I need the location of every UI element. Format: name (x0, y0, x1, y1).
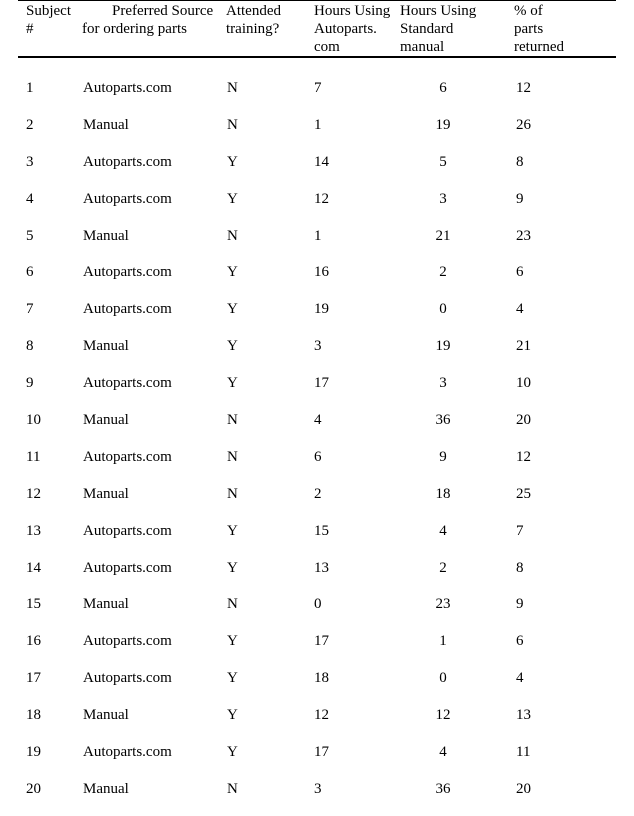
table-body (18, 78, 616, 816)
header-source-line-2: for ordering parts (82, 21, 187, 37)
cell-source: Autoparts.com (83, 448, 172, 465)
cell-training: Y (227, 190, 238, 207)
table-row (18, 115, 616, 152)
cell-pct-returned: 6 (516, 264, 524, 281)
cell-hours-autoparts: 12 (314, 190, 329, 207)
table-row (18, 742, 616, 779)
cell-subject: 4 (26, 190, 34, 207)
cell-training: N (227, 116, 238, 133)
cell-subject: 15 (26, 596, 41, 613)
cell-hours-autoparts: 0 (314, 596, 322, 613)
table-row (18, 705, 616, 742)
cell-training: N (227, 448, 238, 465)
cell-hours-autoparts: 17 (314, 633, 329, 650)
cell-hours-manual: 21 (435, 227, 451, 244)
cell-source: Autoparts.com (83, 522, 172, 539)
cell-pct-returned: 21 (516, 338, 531, 355)
cell-hours-autoparts: 12 (314, 707, 329, 724)
cell-hours-manual: 4 (439, 744, 447, 761)
header-source-line-1: Preferred Source (112, 3, 214, 19)
table-row (18, 226, 616, 263)
cell-subject: 8 (26, 338, 34, 355)
cell-hours-manual: 6 (439, 80, 447, 96)
cell-pct-returned: 9 (516, 190, 524, 207)
cell-hours-manual: 19 (435, 338, 451, 355)
cell-subject: 3 (26, 153, 34, 170)
cell-source: Manual (83, 707, 129, 724)
header-preferred-source (82, 2, 213, 38)
cell-hours-autoparts: 18 (314, 670, 329, 687)
cell-hours-manual: 2 (439, 264, 447, 281)
cell-hours-autoparts: 14 (314, 153, 329, 170)
cell-pct-returned: 8 (516, 559, 524, 576)
cell-hours-manual: 3 (439, 190, 447, 207)
cell-hours-manual: 9 (439, 448, 447, 465)
cell-training: N (227, 780, 238, 797)
cell-training: N (227, 485, 238, 502)
cell-source: Manual (83, 116, 129, 133)
cell-subject: 13 (26, 522, 41, 539)
header-hours-manual-line-3: manual (400, 39, 445, 55)
table-row (18, 521, 616, 558)
table-row (18, 78, 616, 115)
cell-subject: 10 (26, 412, 41, 429)
table-row (18, 631, 616, 668)
cell-hours-autoparts: 16 (314, 264, 329, 281)
table-row (18, 410, 616, 447)
cell-source: Autoparts.com (83, 670, 172, 687)
cell-training: Y (227, 264, 238, 281)
cell-pct-returned: 12 (516, 80, 531, 96)
cell-training: Y (227, 338, 238, 355)
cell-hours-manual: 2 (439, 559, 447, 576)
table-row (18, 779, 616, 816)
cell-hours-autoparts: 15 (314, 522, 329, 539)
cell-subject: 5 (26, 227, 34, 244)
cell-hours-autoparts: 1 (314, 116, 322, 133)
cell-source: Manual (83, 338, 129, 355)
header-pct-line-1: % of (514, 3, 543, 19)
cell-training: Y (227, 633, 238, 650)
cell-hours-autoparts: 13 (314, 559, 329, 576)
table-row (18, 484, 616, 521)
cell-pct-returned: 20 (516, 412, 531, 429)
cell-pct-returned: 12 (516, 448, 531, 465)
header-subject-line-2: # (26, 21, 34, 37)
table-row (18, 299, 616, 336)
header-hours-autoparts-line-3: com (314, 39, 340, 55)
cell-hours-manual: 36 (435, 412, 451, 429)
header-training-line-2: training? (226, 21, 280, 37)
cell-source: Autoparts.com (83, 744, 172, 761)
cell-hours-autoparts: 17 (314, 744, 329, 761)
cell-hours-autoparts: 2 (314, 485, 322, 502)
header-pct-line-2: parts (514, 21, 544, 37)
header-hours-manual-line-1: Hours Using (400, 3, 477, 19)
cell-pct-returned: 8 (516, 153, 524, 170)
cell-hours-manual: 23 (435, 596, 451, 613)
cell-training: N (227, 596, 238, 613)
cell-pct-returned: 20 (516, 780, 531, 797)
table-top-rule (18, 0, 616, 1)
cell-subject: 9 (26, 375, 34, 392)
header-subject (26, 2, 71, 38)
cell-subject: 17 (26, 670, 41, 687)
cell-subject: 12 (26, 485, 41, 502)
table-row (18, 152, 616, 189)
table-row (18, 668, 616, 705)
cell-pct-returned: 13 (516, 707, 531, 724)
table-row (18, 336, 616, 373)
cell-subject: 7 (26, 301, 34, 318)
cell-source: Manual (83, 227, 129, 244)
cell-subject: 1 (26, 80, 34, 96)
cell-hours-autoparts: 19 (314, 301, 329, 318)
header-hours-autoparts (314, 2, 390, 56)
cell-hours-manual: 36 (435, 780, 451, 797)
cell-hours-manual: 18 (435, 485, 451, 502)
table-row (18, 594, 616, 631)
cell-source: Autoparts.com (83, 375, 172, 392)
cell-source: Autoparts.com (83, 190, 172, 207)
header-percent-returned (514, 2, 564, 56)
cell-hours-autoparts: 6 (314, 448, 322, 465)
cell-subject: 19 (26, 744, 41, 761)
cell-training: Y (227, 559, 238, 576)
header-hours-autoparts-line-2: Autoparts. (314, 21, 377, 37)
cell-subject: 16 (26, 633, 41, 650)
cell-subject: 11 (26, 448, 41, 465)
header-bottom-rule (18, 56, 616, 58)
cell-hours-manual: 5 (439, 153, 447, 170)
cell-pct-returned: 11 (516, 744, 531, 761)
cell-hours-manual: 0 (439, 301, 447, 318)
cell-training: N (227, 227, 238, 244)
cell-subject: 20 (26, 780, 41, 797)
cell-training: Y (227, 522, 238, 539)
cell-hours-manual: 19 (435, 116, 451, 133)
table-row (18, 447, 616, 484)
table-row (18, 558, 616, 595)
cell-subject: 2 (26, 116, 34, 133)
cell-hours-manual: 4 (439, 522, 447, 539)
header-hours-autoparts-line-1: Hours Using (314, 3, 391, 19)
cell-hours-autoparts: 4 (314, 412, 322, 429)
cell-source: Autoparts.com (83, 264, 172, 281)
cell-pct-returned: 7 (516, 522, 524, 539)
cell-pct-returned: 4 (516, 301, 524, 318)
cell-training: Y (227, 301, 238, 318)
cell-subject: 6 (26, 264, 34, 281)
header-training-line-1: Attended (226, 3, 281, 19)
cell-source: Manual (83, 485, 129, 502)
cell-pct-returned: 10 (516, 375, 531, 392)
cell-training: Y (227, 153, 238, 170)
cell-hours-manual: 0 (439, 670, 447, 687)
table-row (18, 373, 616, 410)
cell-pct-returned: 6 (516, 633, 524, 650)
header-pct-line-3: returned (514, 39, 564, 55)
table-row (18, 262, 616, 299)
cell-pct-returned: 26 (516, 116, 531, 133)
cell-subject: 14 (26, 559, 41, 576)
cell-hours-autoparts: 1 (314, 227, 322, 244)
cell-training: Y (227, 670, 238, 687)
cell-training: N (227, 80, 238, 96)
cell-hours-manual: 3 (439, 375, 447, 392)
cell-source: Manual (83, 412, 129, 429)
cell-hours-manual: 1 (439, 633, 447, 650)
cell-source: Autoparts.com (83, 153, 172, 170)
cell-training: N (227, 412, 238, 429)
cell-source: Manual (83, 596, 129, 613)
cell-pct-returned: 23 (516, 227, 531, 244)
header-hours-manual (400, 2, 476, 56)
cell-source: Autoparts.com (83, 559, 172, 576)
cell-source: Autoparts.com (83, 633, 172, 650)
table-row (18, 189, 616, 226)
cell-hours-autoparts: 3 (314, 338, 322, 355)
cell-pct-returned: 4 (516, 670, 524, 687)
cell-source: Autoparts.com (83, 80, 172, 96)
header-attended-training (226, 2, 281, 38)
cell-pct-returned: 9 (516, 596, 524, 613)
cell-training: Y (227, 707, 238, 724)
cell-source: Manual (83, 780, 129, 797)
cell-training: Y (227, 744, 238, 761)
cell-hours-manual: 12 (435, 707, 451, 724)
header-hours-manual-line-2: Standard (400, 21, 454, 37)
cell-training: Y (227, 375, 238, 392)
cell-hours-autoparts: 7 (314, 80, 322, 96)
cell-subject: 18 (26, 707, 41, 724)
cell-pct-returned: 25 (516, 485, 531, 502)
header-subject-line-1: Subject (26, 3, 71, 19)
cell-hours-autoparts: 3 (314, 780, 322, 797)
cell-source: Autoparts.com (83, 301, 172, 318)
cell-hours-autoparts: 17 (314, 375, 329, 392)
